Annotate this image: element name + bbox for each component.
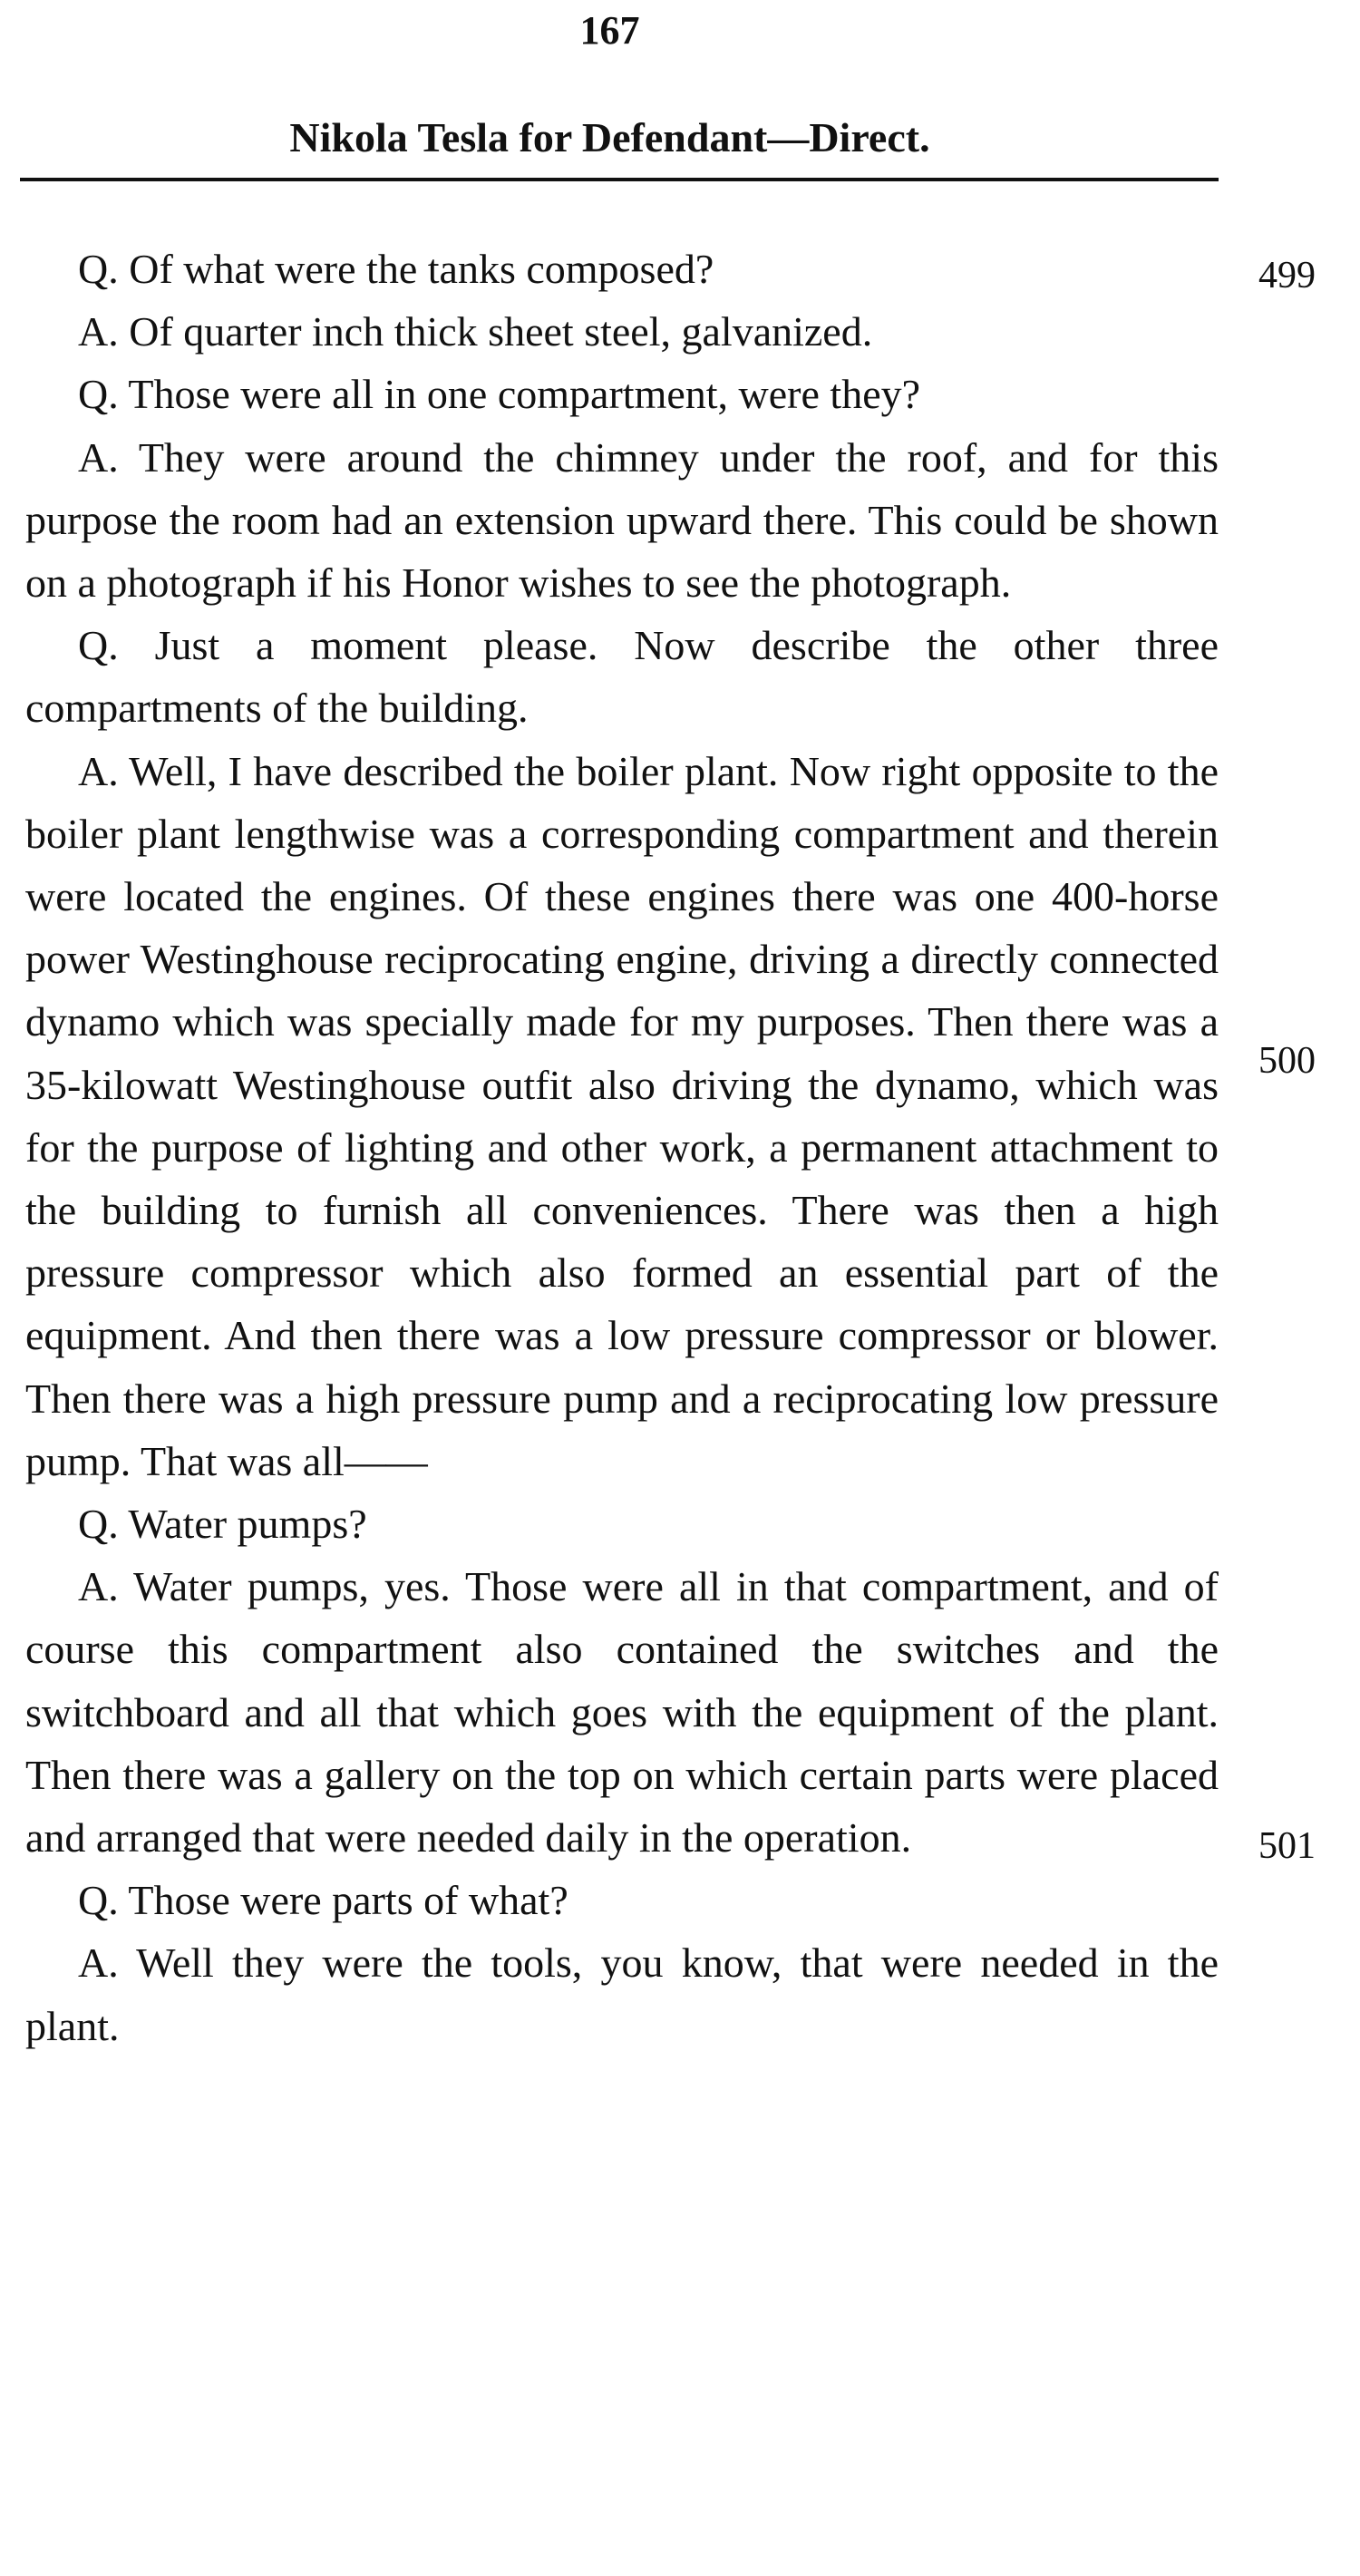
- answer-paragraph: A. Well they were the tools, you know, that were needed in the plant.: [25, 1939, 1219, 2049]
- margin-line-number: 500: [1258, 1040, 1316, 1082]
- margin-line-number: 501: [1258, 1825, 1316, 1867]
- answer-paragraph: A. Water pumps, yes. Those were all in that compartment, and of course this compartment also contained the switches and the switchboard and all that which goes with the equipment of the plant. Then there was a gallery on the top on which certain parts were placed and arranged that were needed daily in the operation.: [25, 1563, 1219, 1862]
- question-paragraph: Q. Those were all in one compartment, were they?: [78, 371, 921, 418]
- question-paragraph: Q. Water pumps?: [78, 1501, 367, 1548]
- header-rule: [20, 178, 1219, 181]
- answer-paragraph: A. Well, I have described the boiler plant. Now right opposite to the boiler plant lengthwise was a corresponding compartment and therein were located the engines. Of these engines there was one 400-horse power Westinghouse reciprocating engine, driving a directly connected dynamo which was specially made for my purposes. Then there was a 35-kilowatt Westinghouse outfit also driving the dynamo, which was for the purpose of lighting and other work, a permanent attachment to the building to furnish all conveniences. There was then a high pressure compressor which also formed an essential part of the equipment. And then there was a low pressure compressor or blower. Then there was a high pressure pump and a reciprocating low pressure pump. That was all——: [25, 747, 1219, 1484]
- question-paragraph: Q. Those were parts of what?: [78, 1877, 568, 1924]
- question-paragraph: Q. Of what were the tanks composed?: [78, 246, 714, 292]
- question-paragraph: Q. Just a moment please. Now describe the other three compartments of the building.: [25, 622, 1219, 732]
- testimony-text: [25, 238, 1219, 2057]
- margin-line-number: 499: [1258, 255, 1316, 296]
- answer-paragraph: A. They were around the chimney under the roof, and for this purpose the room had an extension upward there. This could be shown on a photograph if his Honor wishes to see the photograph.: [25, 433, 1219, 607]
- running-header: Nikola Tesla for Defendant—Direct.: [289, 114, 930, 160]
- answer-paragraph: A. Of quarter inch thick sheet steel, galvanized.: [78, 308, 873, 355]
- page-number: 167: [579, 8, 640, 53]
